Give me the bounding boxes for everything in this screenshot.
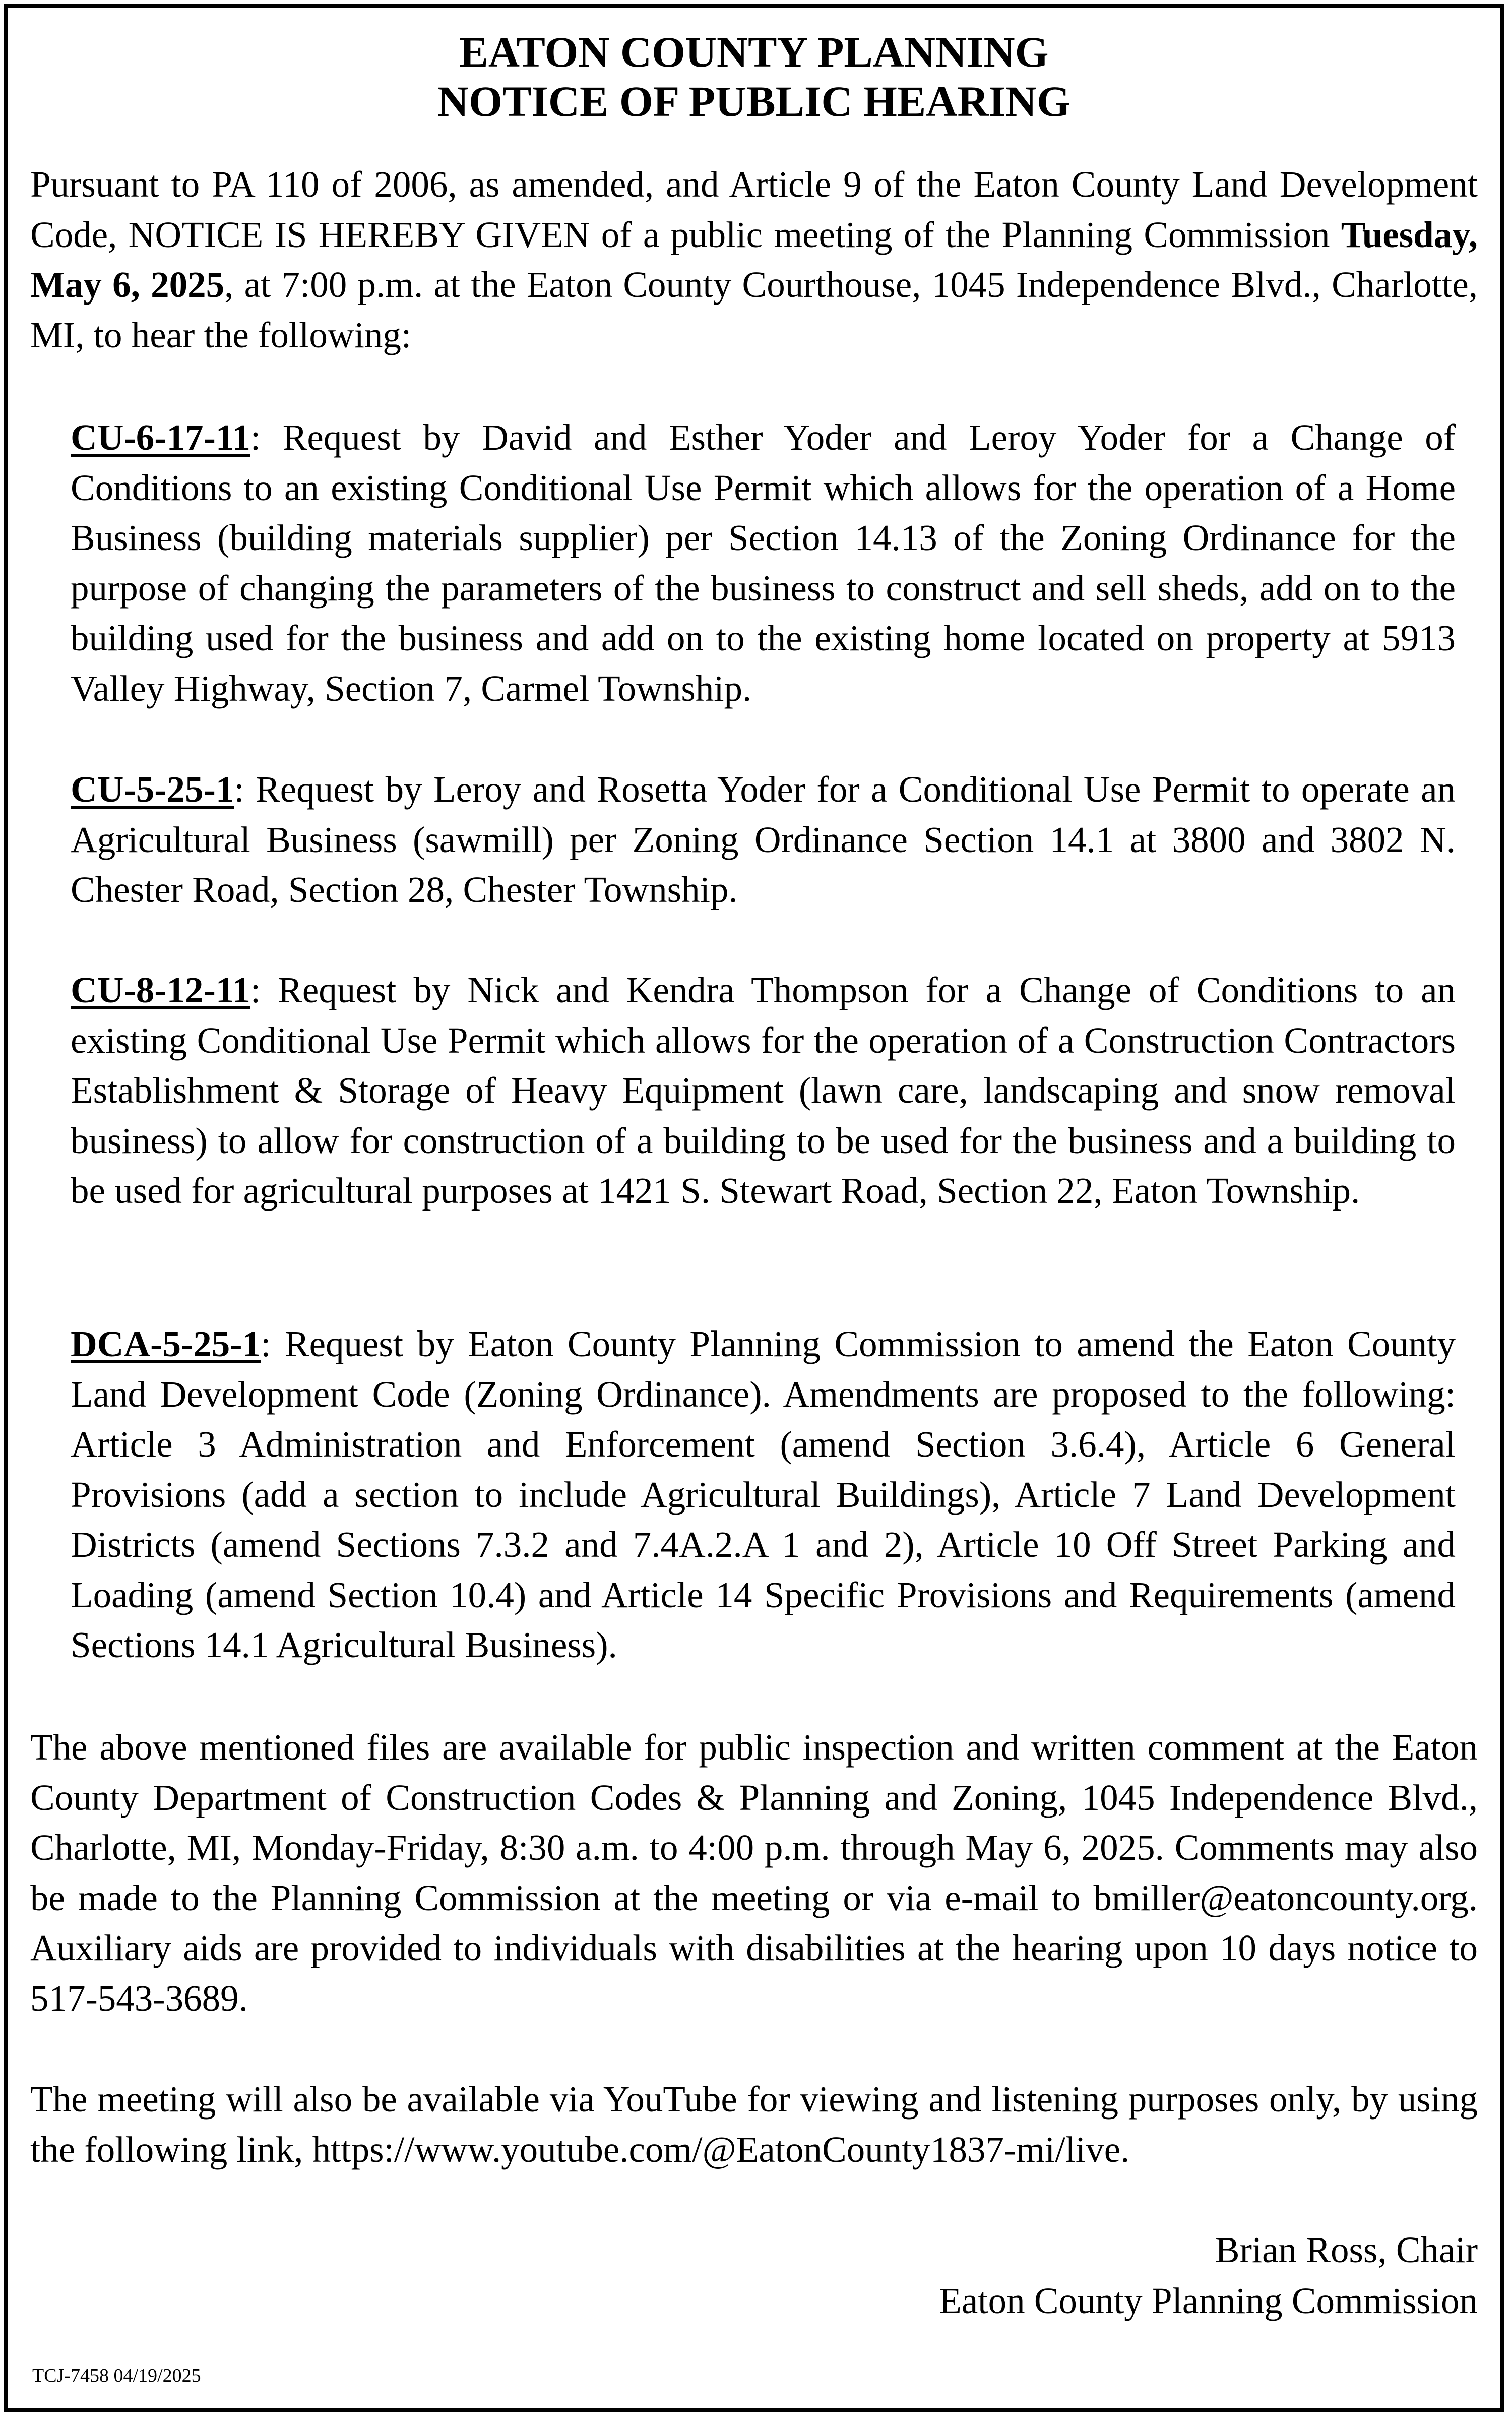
case-item-2 <box>71 764 1456 915</box>
signature-block <box>939 2224 1478 2326</box>
case-id: DCA-5-25-1 <box>71 1323 261 1364</box>
public-notice <box>4 4 1504 2412</box>
signature-name: Brian Ross, Chair <box>1215 2229 1478 2270</box>
files-availability-paragraph: The above mentioned files are available for public inspection and written comment at the Eaton County Department of Construction Codes & Planning and Zoning, 1045 Independence Blvd., Charlotte, MI, Monday-Friday, 8:30 a.m. to 4:00 p.m. through May 6, 2025. Comments may also be made to the Planning Commission at the meeting or via e-mail to bmiller@eatoncounty.org. Auxiliary aids are provided to individuals with disabilities at the hearing upon 10 days notice to 517-543-3689. <box>30 1727 1478 2019</box>
case-description: : Request by Eaton County Planning Commission to amend the Eaton County Land Development Code (Zoning Ordinance). Amendments are proposed to the following: Article 3 Administration and Enforcement (amend Section 3.6.4), Article 6 General Provisions (add a section to include Agricultural Buildings), Article 7 Land Development Districts (amend Sections 7.3.2 and 7.4A.2.A 1 and 2), Article 10 Off Street Parking and Loading (amend Section 10.4) and Article 14 Specific Provisions and Requirements (amend Sections 14.1 Agricultural Business). <box>71 1323 1456 1665</box>
case-id: CU-6-17-11 <box>71 417 250 458</box>
title-line-2: NOTICE OF PUBLIC HEARING <box>437 77 1070 126</box>
intro-text-after: , at 7:00 p.m. at the Eaton County Courthouse, 1045 Independence Blvd., Charlotte, MI, to hear the following: <box>30 264 1478 355</box>
case-item-3 <box>71 965 1456 1216</box>
case-description: : Request by Nick and Kendra Thompson for a Change of Conditions to an existing Conditional Use Permit which allows for the operation of a Construction Contractors Establishment & Storage of Heavy Equipment (lawn care, landscaping and snow removal business) to allow for construction of a building to be used for the business and a building to be used for agricultural purposes at 1421 S. Stewart Road, Section 22, Eaton Township. <box>71 970 1456 1211</box>
case-id: CU-8-12-11 <box>71 970 250 1010</box>
signature-organization: Eaton County Planning Commission <box>939 2280 1478 2321</box>
notice-title <box>8 27 1500 126</box>
title-line-1: EATON COUNTY PLANNING <box>459 28 1049 76</box>
intro-text-before: Pursuant to PA 110 of 2006, as amended, and Article 9 of the Eaton County Land Development Code, NOTICE IS HEREBY GIVEN of a public meeting of the Planning Commission <box>30 164 1478 255</box>
case-item-1 <box>71 412 1456 713</box>
publication-code: TCJ-7458 04/19/2025 <box>32 2365 201 2386</box>
case-description: : Request by David and Esther Yoder and Leroy Yoder for a Change of Conditions to an existing Conditional Use Permit which allows for the operation of a Home Business (building materials supplier) per Section 14.13 of the Zoning Ordinance for the purpose of changing the parameters of the business to construct and sell sheds, add on to the building used for the business and add on to the existing home located on property at 5913 Valley Highway, Section 7, Carmel Township. <box>71 417 1456 709</box>
case-item-4 <box>71 1319 1456 1670</box>
meeting-date: Tuesday, May 6, 2025 <box>30 214 1478 305</box>
youtube-paragraph: The meeting will also be available via YouTube for viewing and listening purposes only, by using the following link, https://www.youtube.com/@EatonCounty1837-mi/live. <box>30 2079 1478 2170</box>
intro-paragraph <box>30 159 1478 360</box>
case-description: : Request by Leroy and Rosetta Yoder for a Conditional Use Permit to operate an Agricultural Business (sawmill) per Zoning Ordinance Section 14.1 at 3800 and 3802 N. Chester Road, Section 28, Chester Township. <box>71 769 1456 910</box>
case-id: CU-5-25-1 <box>71 769 234 810</box>
